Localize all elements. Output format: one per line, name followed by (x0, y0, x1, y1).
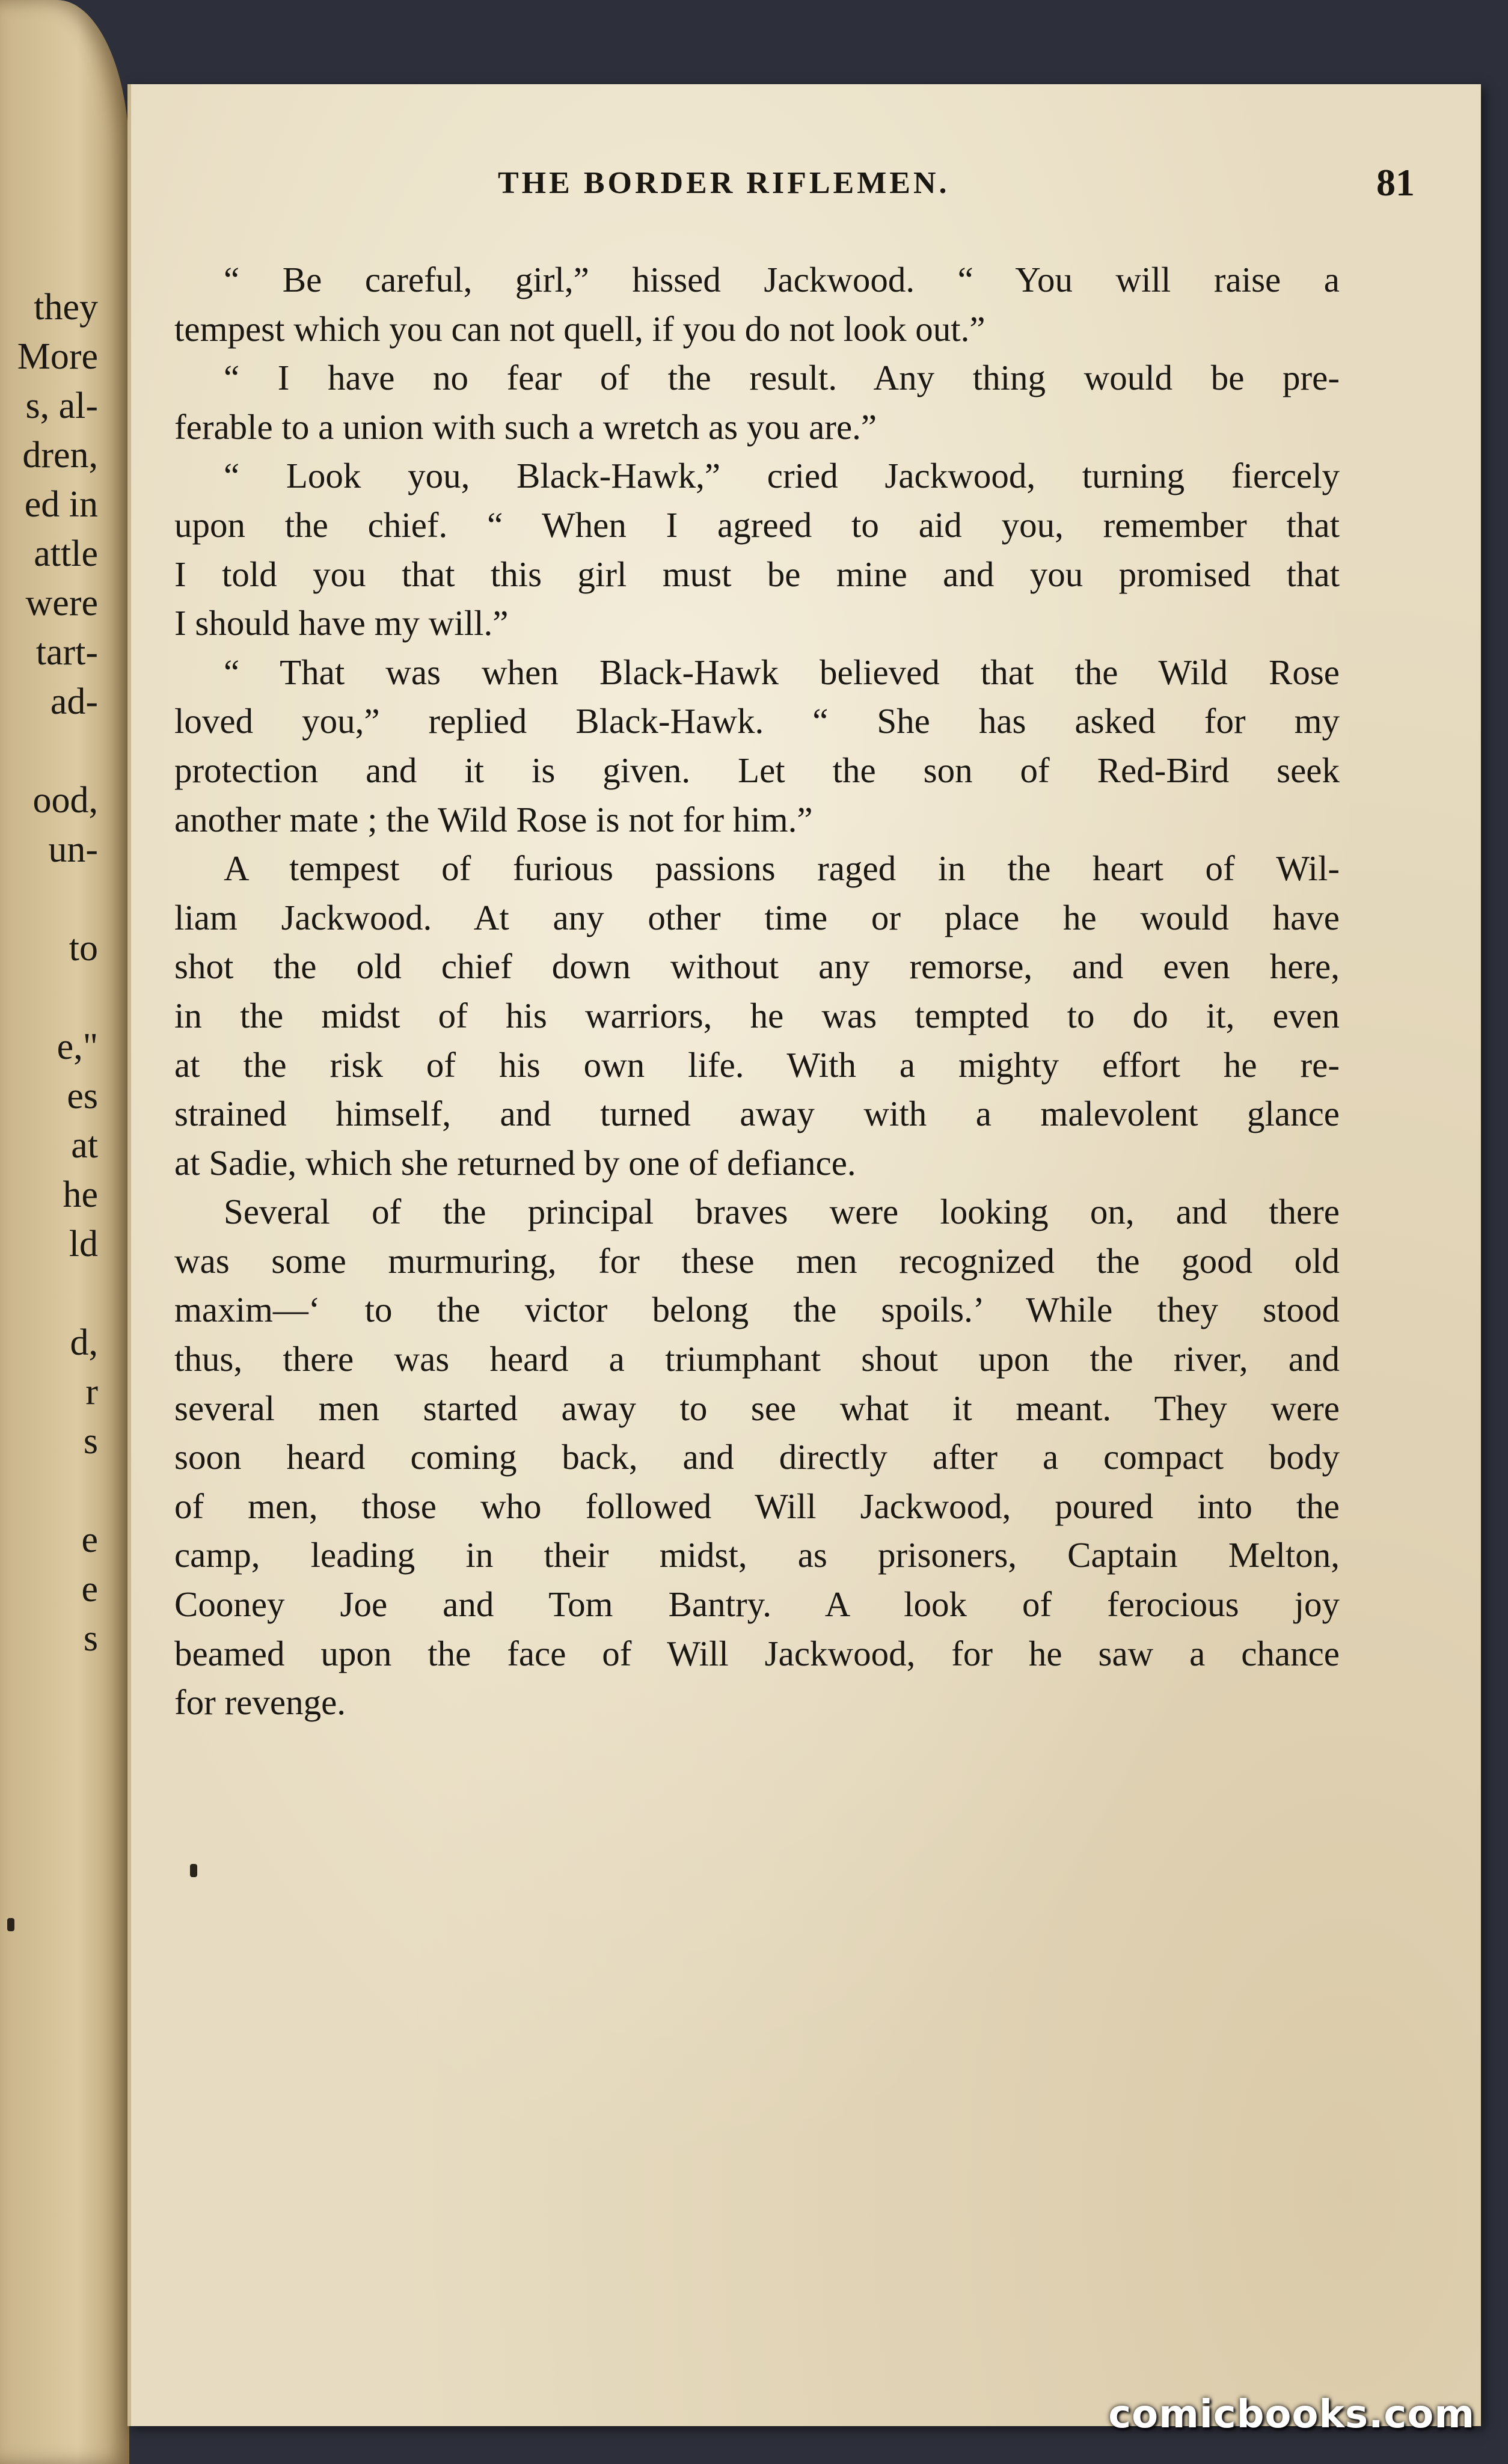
site-watermark: comicbooks.com (1108, 2392, 1475, 2437)
prev-fragment: were (25, 583, 98, 624)
page-number: 81 (1376, 161, 1415, 204)
text-line: thus, there was heard a triumphant shout upon the river, and (174, 1339, 1340, 1379)
prev-fragment: e," (57, 1026, 98, 1067)
prev-fragment: d, (70, 1322, 98, 1363)
text-line: camp, leading in their midst, as prisoners, Captain Melton, (174, 1535, 1340, 1575)
text-line: “ That was when Black-Hawk believed that the Wild Rose (224, 652, 1340, 692)
text-line: tempest which you can not quell, if you do not look out.” (174, 308, 985, 349)
running-head-title: THE BORDER RIFLEMEN. (498, 166, 950, 200)
prev-fragment: he (63, 1174, 98, 1215)
prev-fragment: to (69, 928, 98, 969)
prev-fragment: es (67, 1076, 98, 1117)
text-line: “ Look you, Black-Hawk,” cried Jackwood, turning fiercely (224, 456, 1340, 496)
text-line: soon heard coming back, and directly after a compact body (174, 1437, 1340, 1477)
prev-fragment: they (34, 287, 98, 328)
prev-fragment: tart- (35, 632, 98, 673)
prev-fragment: ld (69, 1224, 98, 1264)
prev-fragment: r (85, 1371, 98, 1412)
text-line: ferable to a union with such a wretch as you are.” (174, 406, 877, 447)
prev-fragment: e (81, 1569, 98, 1610)
text-line: “ Be careful, girl,” hissed Jackwood. “ You will raise a (224, 260, 1340, 299)
text-line: I should have my will.” (174, 603, 509, 643)
text-line: loved you,” replied Black-Hawk. “ She has asked for my (174, 701, 1340, 741)
text-line: at Sadie, which she returned by one of defiance. (174, 1142, 856, 1183)
text-line: “ I have no fear of the result. Any thing would be pre- (224, 358, 1340, 398)
text-line: beamed upon the face of Will Jackwood, for he saw a chance (174, 1633, 1340, 1673)
text-line: for revenge. (174, 1682, 346, 1723)
text-line: at the risk of his own life. With a mighty effort he re- (174, 1044, 1340, 1085)
ink-speck (7, 1918, 14, 1931)
text-line: of men, those who followed Will Jackwood, poured into the (174, 1486, 1340, 1526)
text-line: Several of the principal braves were looking on, and there (224, 1192, 1340, 1232)
prev-fragment: un- (48, 829, 98, 870)
text-line: upon the chief. “ When I agreed to aid you, remember that (174, 504, 1340, 545)
previous-page-text-fragments (0, 0, 129, 2464)
prev-fragment: More (17, 336, 98, 377)
prev-fragment: s (83, 1421, 98, 1462)
text-line: in the midst of his warriors, he was tempted to do it, even (174, 995, 1340, 1035)
ink-speck (190, 1864, 197, 1877)
text-line: strained himself, and turned away with a malevolent glance (174, 1094, 1340, 1134)
prev-fragment: s (83, 1618, 98, 1659)
text-line: maxim—‘ to the victor belong the spoils.’ While they stood (174, 1290, 1340, 1330)
prev-fragment: ood, (32, 780, 98, 821)
text-line: protection and it is given. Let the son of Red-Bird seek (174, 750, 1340, 790)
text-line: I told you that this girl must be mine and you promised that (174, 554, 1340, 594)
text-line: another mate ; the Wild Rose is not for him.” (174, 799, 813, 839)
text-line: liam Jackwood. At any other time or place he would have (174, 897, 1340, 937)
prev-fragment: at (71, 1125, 98, 1166)
prev-fragment: ad- (50, 681, 98, 722)
prev-fragment: attle (34, 533, 98, 574)
prev-fragment: dren, (22, 435, 98, 476)
text-line: several men started away to see what it meant. They were (174, 1388, 1340, 1428)
text-line: was some murmuring, for these men recognized the good old (174, 1240, 1340, 1281)
text-line: shot the old chief down without any remorse, and even here, (174, 946, 1340, 987)
prev-fragment: s, al- (25, 385, 98, 426)
prev-fragment: ed in (24, 484, 98, 525)
book-page (127, 84, 1481, 2426)
text-line: Cooney Joe and Tom Bantry. A look of ferocious joy (174, 1584, 1340, 1625)
running-head (131, 161, 1481, 213)
body-text (174, 256, 1340, 1727)
text-line: A tempest of furious passions raged in the heart of Wil- (224, 848, 1340, 889)
prev-fragment: e (81, 1519, 98, 1560)
